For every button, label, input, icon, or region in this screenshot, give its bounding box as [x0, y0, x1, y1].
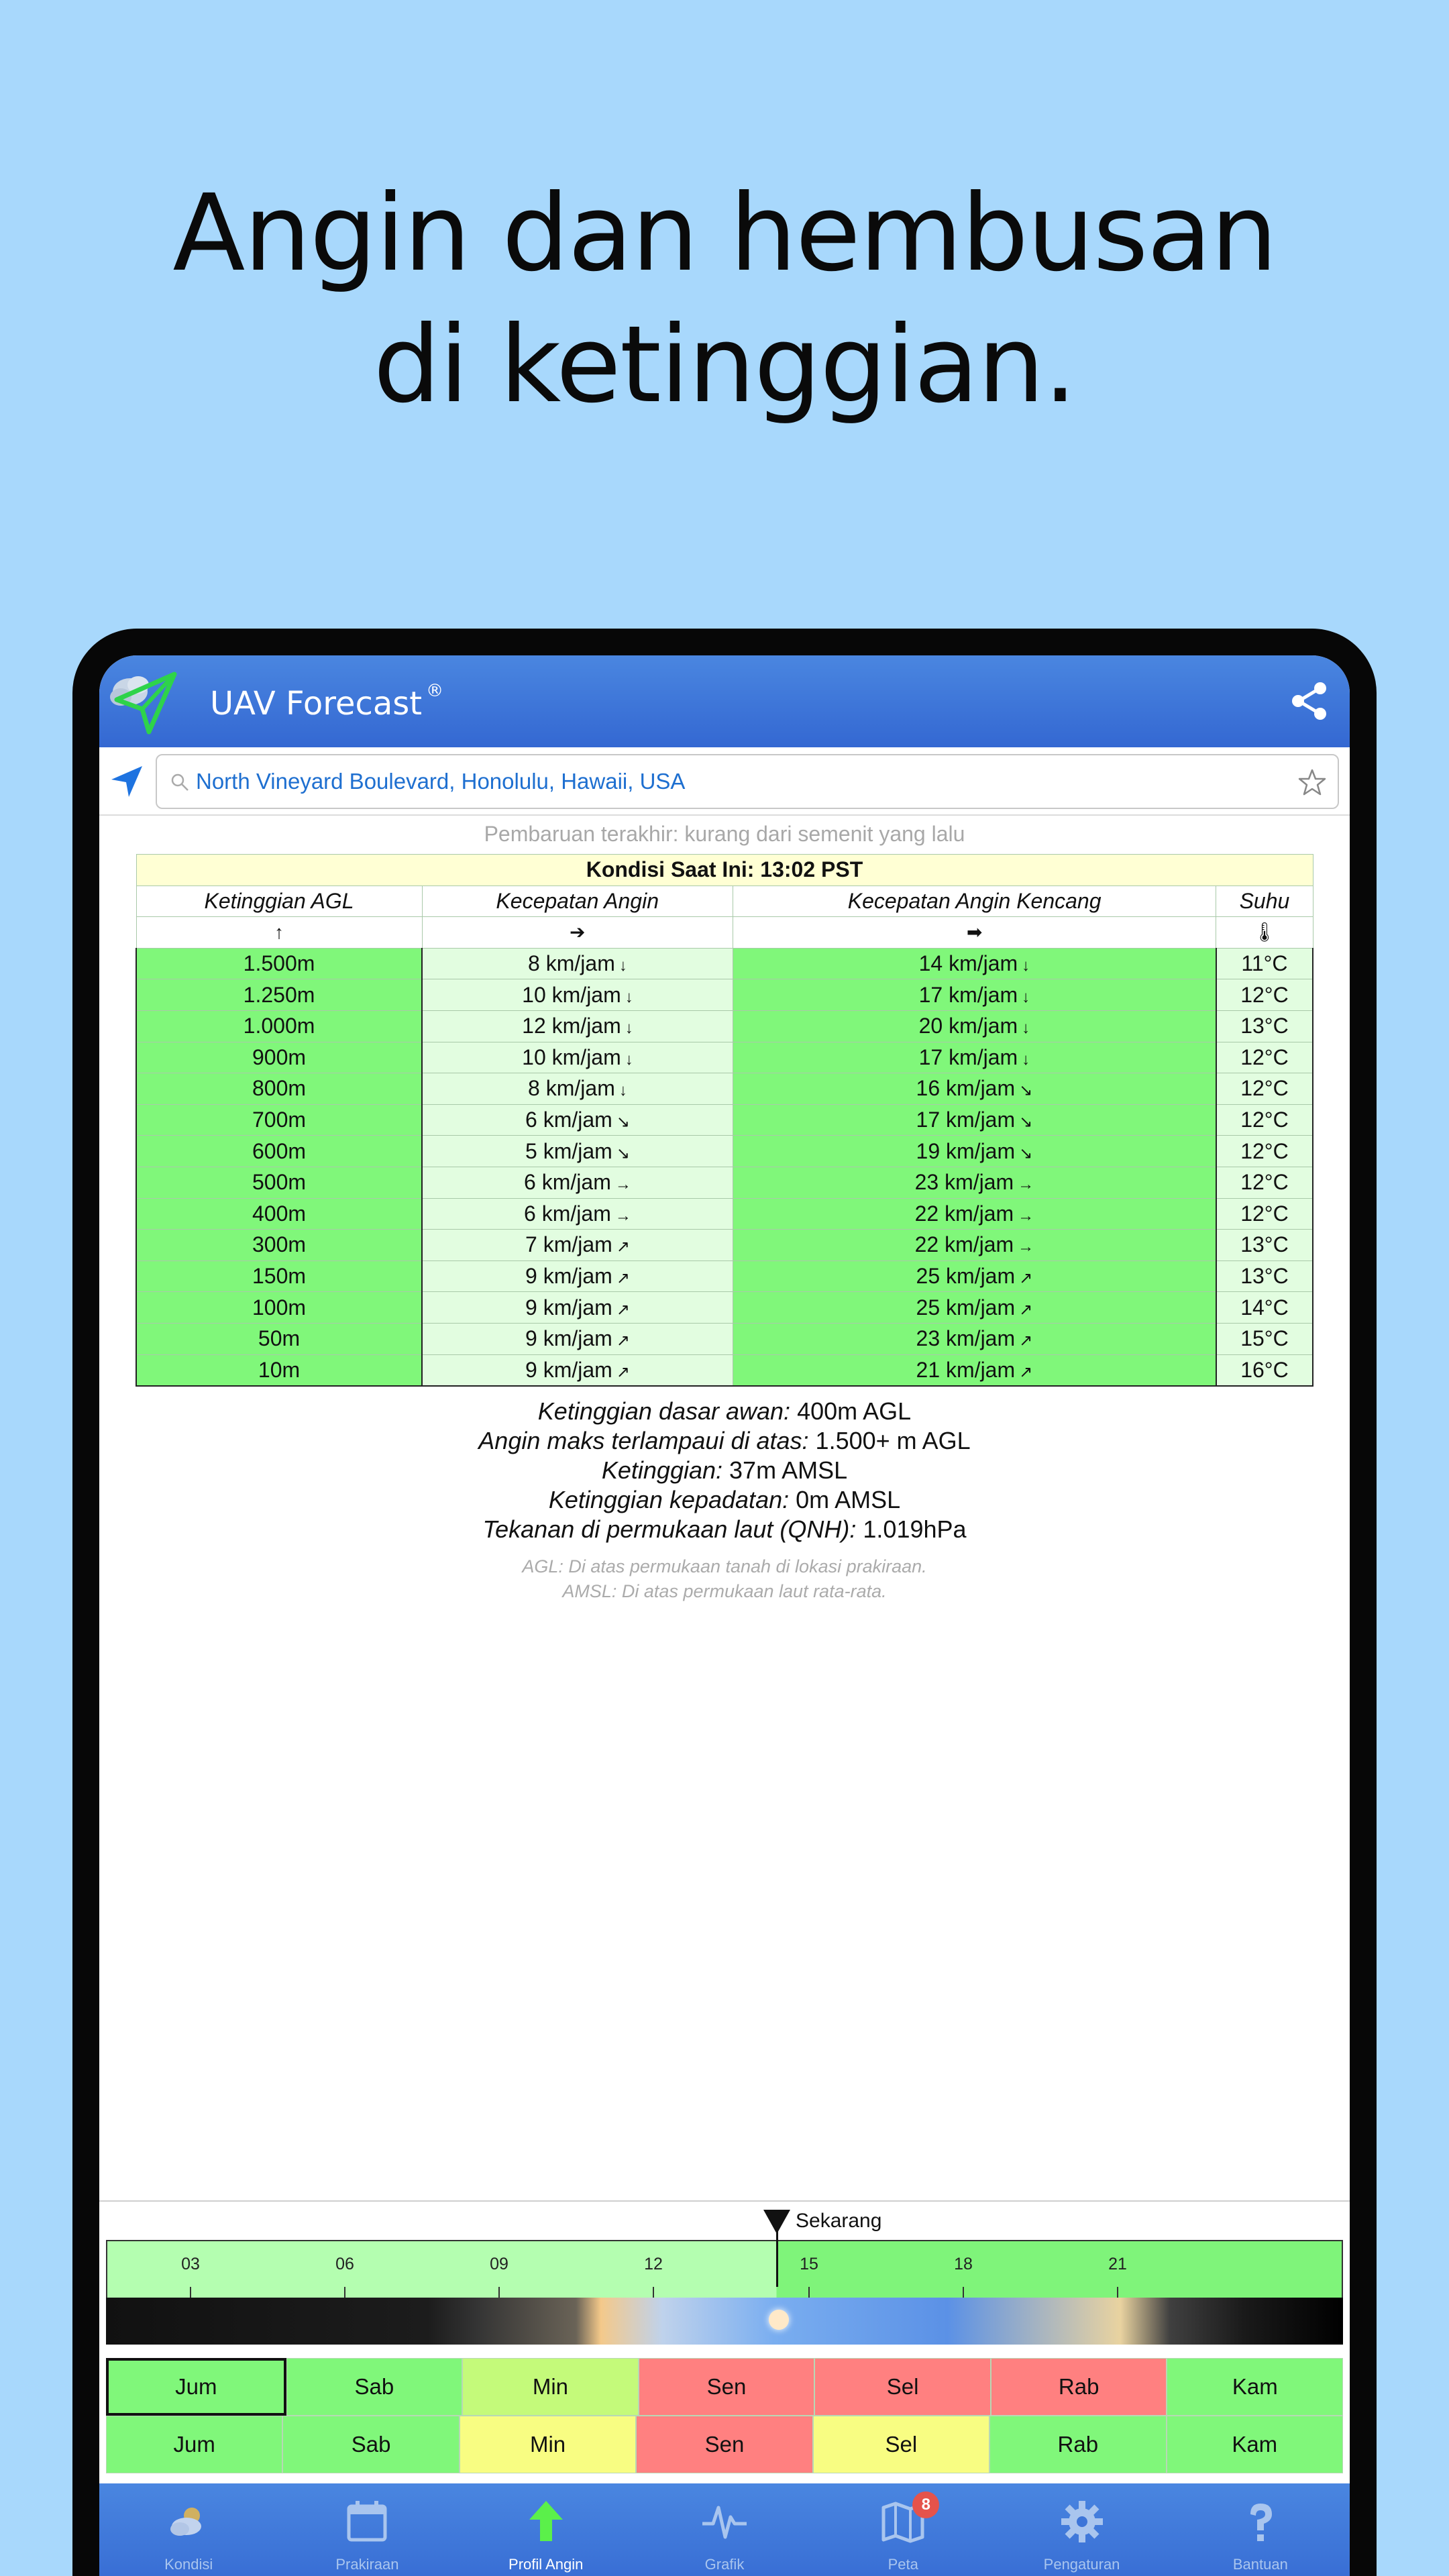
header-altitude: Ketinggian AGL [136, 885, 422, 917]
table-row [136, 979, 1313, 1011]
altitude-cell: 1.250m [136, 979, 422, 1011]
note-agl: AGL: Di atas permukaan tanah di lokasi prakiraan. [522, 1556, 927, 1576]
gust-speed-cell: 16 km/jam ↘ [733, 1073, 1216, 1105]
table-title: Kondisi Saat Ini: 13:02 PST [136, 855, 1313, 886]
header-temperature: Suhu [1216, 885, 1313, 917]
day-button[interactable]: Sab [286, 2358, 463, 2416]
hour-label: 09 [490, 2255, 508, 2273]
wind-speed-cell: 9 km/jam ↗ [422, 1354, 733, 1386]
gust-arrow-icon: ➡ [733, 917, 1216, 949]
hour-tick [498, 2287, 500, 2298]
gust-direction-icon: ↘ [1019, 1081, 1033, 1100]
gust-speed-cell: 25 km/jam ↗ [733, 1292, 1216, 1324]
temperature-cell: 15°C [1216, 1323, 1313, 1354]
temperature-cell: 12°C [1216, 1136, 1313, 1167]
gust-direction-icon: ↗ [1019, 1269, 1033, 1288]
wind-direction-icon: ↓ [625, 987, 633, 1006]
altitude-cell: 600m [136, 1136, 422, 1167]
search-value: North Vineyard Boulevard, Honolulu, Hawaii, USA [196, 769, 686, 794]
wind-speed-cell: 5 km/jam ↘ [422, 1136, 733, 1167]
share-icon[interactable] [1288, 680, 1331, 722]
wind-speed-cell: 10 km/jam ↓ [422, 1042, 733, 1073]
wind-direction-icon: ↗ [616, 1332, 630, 1350]
nav-label: Bantuan [1232, 2556, 1288, 2573]
wind-speed-cell: 9 km/jam ↗ [422, 1260, 733, 1292]
altitude-cell: 1.000m [136, 1010, 422, 1042]
calendar-icon [343, 2498, 390, 2545]
day-button[interactable]: Rab [991, 2358, 1167, 2416]
help-icon [1237, 2498, 1284, 2545]
gear-icon [1059, 2498, 1106, 2545]
temperature-cell: 13°C [1216, 1260, 1313, 1292]
day-button[interactable]: Sen [639, 2358, 815, 2416]
wind-direction-icon: ↗ [616, 1300, 630, 1319]
table-row [136, 1010, 1313, 1042]
wind-direction-icon: ↗ [616, 1238, 630, 1256]
info-elevation: Ketinggian: 37m AMSL [601, 1456, 848, 1484]
table-row [136, 1260, 1313, 1292]
favorite-star-icon[interactable] [1297, 767, 1327, 797]
wind-speed-cell: 9 km/jam ↗ [422, 1323, 733, 1354]
day-button[interactable]: Kam [1167, 2416, 1343, 2473]
day-button[interactable]: Sen [636, 2416, 812, 2473]
gust-speed-cell: 23 km/jam ↗ [733, 1323, 1216, 1354]
temperature-cell: 12°C [1216, 979, 1313, 1011]
wind-direction-icon: ↗ [616, 1362, 630, 1381]
header-wind-speed: Kecepatan Angin [422, 885, 733, 917]
gust-direction-icon: → [1018, 1175, 1034, 1194]
wind-direction-icon: ↓ [619, 957, 627, 975]
gust-speed-cell: 22 km/jam → [733, 1230, 1216, 1261]
wind-direction-icon: ↓ [619, 1081, 627, 1100]
chart-pulse-icon [701, 2498, 748, 2545]
altitude-cell: 1.500m [136, 948, 422, 979]
wind-arrow-icon: ➔ [422, 917, 733, 949]
arrow-up-icon [523, 2498, 570, 2545]
weather-icon [165, 2498, 212, 2545]
notification-badge: 8 [912, 2491, 939, 2518]
nav-label: Prakiraan [335, 2556, 399, 2573]
wind-direction-icon: ↗ [616, 1269, 630, 1288]
nav-item-grafik[interactable] [635, 2483, 814, 2576]
gust-speed-cell: 23 km/jam → [733, 1167, 1216, 1198]
temperature-cell: 12°C [1216, 1042, 1313, 1073]
headline-line-1: Angin dan hembusan [172, 172, 1277, 295]
app-bar [99, 655, 1350, 747]
hour-label: 21 [1108, 2255, 1127, 2273]
day-row-conditions [106, 2358, 1343, 2416]
table-row [136, 1230, 1313, 1261]
altitude-cell: 900m [136, 1042, 422, 1073]
hour-tick [190, 2287, 191, 2298]
temperature-cell: 12°C [1216, 1198, 1313, 1230]
altitude-cell: 500m [136, 1167, 422, 1198]
day-selector [106, 2358, 1343, 2473]
gust-speed-cell: 17 km/jam ↓ [733, 979, 1216, 1011]
nav-item-kondisi[interactable] [99, 2483, 278, 2576]
table-row [136, 1073, 1313, 1105]
header-gust-speed: Kecepatan Angin Kencang [733, 885, 1216, 917]
gust-direction-icon: ↓ [1022, 1050, 1030, 1069]
search-bar [99, 747, 1350, 816]
headline [0, 168, 1449, 431]
gust-speed-cell: 17 km/jam ↓ [733, 1042, 1216, 1073]
hour-tick [344, 2287, 345, 2298]
wind-direction-icon: → [614, 1175, 631, 1194]
gust-speed-cell: 17 km/jam ↘ [733, 1104, 1216, 1136]
wind-speed-cell: 8 km/jam ↓ [422, 1073, 733, 1105]
gust-direction-icon: ↗ [1019, 1332, 1033, 1350]
table-row [136, 948, 1313, 979]
temperature-cell: 16°C [1216, 1354, 1313, 1386]
altitude-arrow-icon: ↑ [136, 917, 422, 949]
day-button[interactable]: Jum [106, 2416, 282, 2473]
gust-speed-cell: 22 km/jam → [733, 1198, 1216, 1230]
hour-label: 06 [335, 2255, 354, 2273]
day-button[interactable]: Sab [282, 2416, 459, 2473]
gust-direction-icon: ↗ [1019, 1300, 1033, 1319]
wind-direction-icon: ↓ [625, 1050, 633, 1069]
wind-speed-cell: 10 km/jam ↓ [422, 979, 733, 1011]
gust-direction-icon: ↗ [1019, 1362, 1033, 1381]
temperature-cell: 13°C [1216, 1010, 1313, 1042]
altitude-cell: 10m [136, 1354, 422, 1386]
hour-tick [653, 2287, 654, 2298]
search-icon [169, 771, 191, 793]
table-row [136, 1292, 1313, 1324]
footnotes [99, 1554, 1350, 1604]
hour-label: 18 [954, 2255, 973, 2273]
nav-label: Pengaturan [1043, 2556, 1120, 2573]
info-cloud-base: Ketinggian dasar awan: 400m AGL [537, 1397, 912, 1425]
table-row [136, 1136, 1313, 1167]
sun-icon [769, 2310, 789, 2330]
gust-direction-icon: ↓ [1022, 987, 1030, 1006]
wind-speed-cell: 6 km/jam ↘ [422, 1104, 733, 1136]
thermometer-icon: 🌡 [1216, 917, 1313, 949]
wind-direction-icon: ↘ [616, 1144, 630, 1163]
divider [99, 2200, 1350, 2202]
note-amsl: AMSL: Di atas permukaan laut rata-rata. [562, 1581, 887, 1601]
nav-label: Kondisi [164, 2556, 213, 2573]
nav-label: Grafik [704, 2556, 745, 2573]
table-row [136, 1323, 1313, 1354]
hour-label: 12 [644, 2255, 663, 2273]
wind-direction-icon: → [614, 1206, 631, 1225]
now-line [776, 2225, 778, 2287]
nav-label: Peta [888, 2556, 918, 2573]
temperature-cell: 12°C [1216, 1104, 1313, 1136]
nav-label: Profil Angin [508, 2556, 584, 2573]
nav-item-profil-angin[interactable] [457, 2483, 635, 2576]
wind-profile-table [136, 854, 1313, 1387]
hour-label: 03 [181, 2255, 200, 2273]
table-row [136, 1354, 1313, 1386]
day-button[interactable]: Sel [814, 2358, 991, 2416]
temperature-cell: 11°C [1216, 948, 1313, 979]
app-title: UAV Forecast ® [210, 681, 444, 722]
wind-direction-icon: ↓ [625, 1019, 633, 1038]
nav-item-peta[interactable] [814, 2483, 992, 2576]
info-qnh: Tekanan di permukaan laut (QNH): 1.019hPa [482, 1515, 967, 1543]
day-button[interactable]: Jum [106, 2358, 286, 2416]
temperature-cell: 12°C [1216, 1073, 1313, 1105]
nav-item-prakiraan[interactable] [278, 2483, 456, 2576]
timeline-hours[interactable] [106, 2240, 1343, 2298]
app-screen [99, 655, 1350, 2576]
day-button[interactable]: Min [460, 2416, 636, 2473]
day-button[interactable]: Rab [989, 2416, 1166, 2473]
nav-item-bantuan[interactable] [1171, 2483, 1350, 2576]
wind-speed-cell: 6 km/jam → [422, 1167, 733, 1198]
day-row-secondary [106, 2416, 1343, 2473]
wind-speed-cell: 9 km/jam ↗ [422, 1292, 733, 1324]
bottom-navigation [99, 2483, 1350, 2576]
temperature-cell: 13°C [1216, 1230, 1313, 1261]
table-row [136, 1198, 1313, 1230]
altitude-cell: 50m [136, 1323, 422, 1354]
now-label: Sekarang [796, 2210, 882, 2232]
hour-tick [963, 2287, 964, 2298]
nav-item-pengaturan[interactable] [992, 2483, 1171, 2576]
day-button[interactable]: Min [462, 2358, 639, 2416]
app-logo-icon [105, 665, 178, 739]
info-max-wind: Angin maks terlampaui di atas: 1.500+ m AGL [478, 1427, 971, 1454]
hour-tick [808, 2287, 810, 2298]
temperature-cell: 14°C [1216, 1292, 1313, 1324]
altitude-cell: 800m [136, 1073, 422, 1105]
altitude-cell: 150m [136, 1260, 422, 1292]
table-row [136, 1042, 1313, 1073]
gust-direction-icon: ↘ [1019, 1113, 1033, 1132]
gust-speed-cell: 25 km/jam ↗ [733, 1260, 1216, 1292]
gust-speed-cell: 19 km/jam ↘ [733, 1136, 1216, 1167]
wind-direction-icon: ↘ [616, 1113, 630, 1132]
wind-speed-cell: 7 km/jam ↗ [422, 1230, 733, 1261]
gust-direction-icon: ↓ [1022, 957, 1030, 975]
summary-info [99, 1397, 1350, 1544]
table-row [136, 1167, 1313, 1198]
hour-tick [1117, 2287, 1118, 2298]
gust-direction-icon: ↘ [1019, 1144, 1033, 1163]
gust-direction-icon: → [1018, 1206, 1034, 1225]
altitude-cell: 400m [136, 1198, 422, 1230]
gust-speed-cell: 20 km/jam ↓ [733, 1010, 1216, 1042]
gust-speed-cell: 21 km/jam ↗ [733, 1354, 1216, 1386]
headline-line-2: di ketinggian. [373, 303, 1076, 427]
table-row [136, 1104, 1313, 1136]
wind-speed-cell: 12 km/jam ↓ [422, 1010, 733, 1042]
gust-direction-icon: → [1018, 1238, 1034, 1256]
day-button[interactable]: Kam [1167, 2358, 1343, 2416]
gust-direction-icon: ↓ [1022, 1019, 1030, 1038]
altitude-cell: 700m [136, 1104, 422, 1136]
daylight-strip [106, 2298, 1343, 2345]
location-arrow-icon[interactable] [109, 763, 145, 800]
hour-label: 15 [800, 2255, 818, 2273]
wind-speed-cell: 6 km/jam → [422, 1198, 733, 1230]
search-input[interactable] [156, 754, 1339, 809]
altitude-cell: 100m [136, 1292, 422, 1324]
altitude-cell: 300m [136, 1230, 422, 1261]
gust-speed-cell: 14 km/jam ↓ [733, 948, 1216, 979]
temperature-cell: 12°C [1216, 1167, 1313, 1198]
info-density-altitude: Ketinggian kepadatan: 0m AMSL [548, 1486, 901, 1513]
wind-speed-cell: 8 km/jam ↓ [422, 948, 733, 979]
day-button[interactable]: Sel [813, 2416, 989, 2473]
last-update-text: Pembaruan terakhir: kurang dari semenit yang lalu [484, 822, 965, 846]
